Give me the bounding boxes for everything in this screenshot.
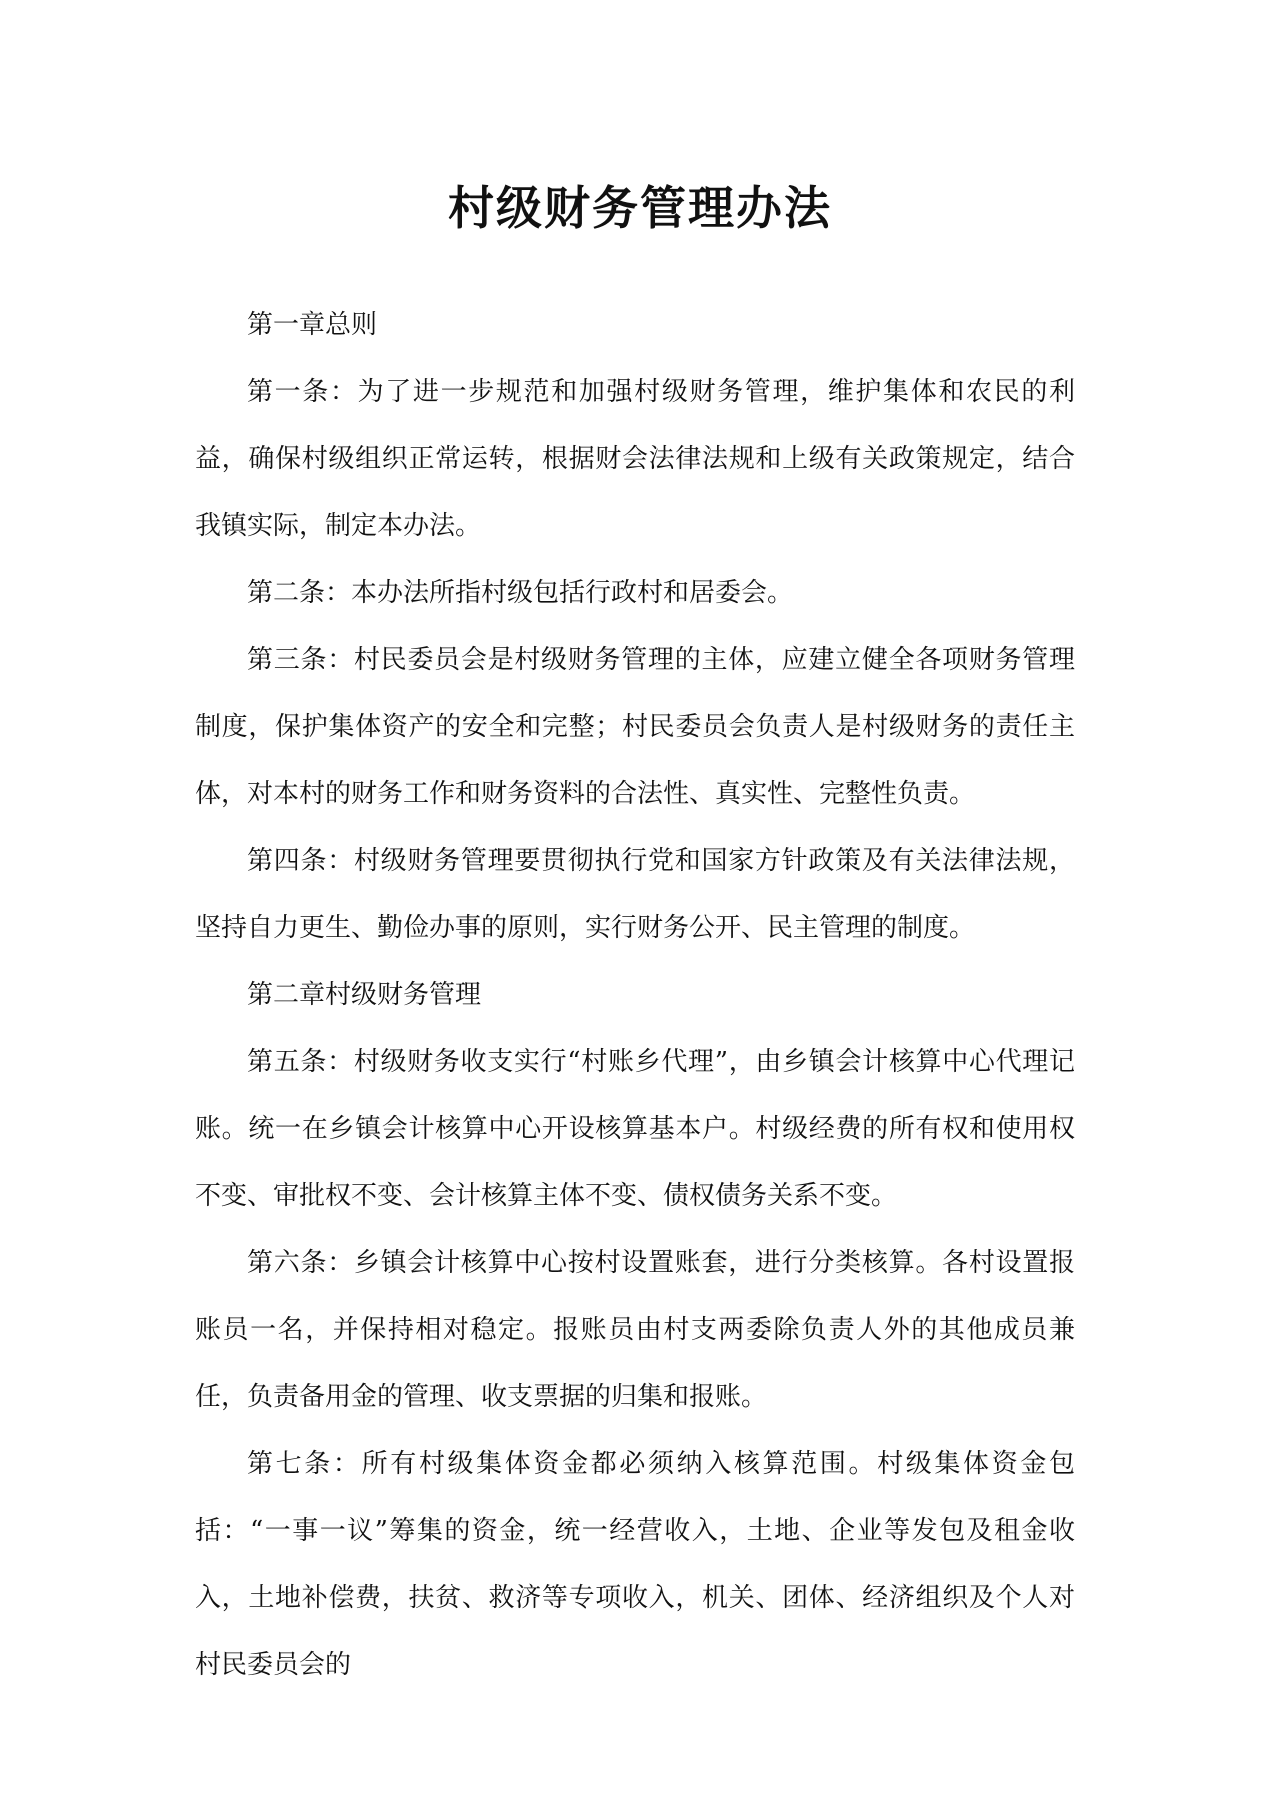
chapter-heading-2: 第二章村级财务管理 [247, 980, 482, 1010]
document-body [195, 292, 1075, 1699]
article-4: 第四条：村级财务管理要贯彻执行党和国家方针政策及有关法律法规，坚持自力更生、勤俭办事的原则，实行财务公开、民主管理的制度。 [195, 846, 1075, 943]
article-5: 第五条：村级财务收支实行“村账乡代理”，由乡镇会计核算中心代理记账。统一在乡镇会计核算中心开设核算基本户。村级经费的所有权和使用权不变、审批权不变、会计核算主体不变、债权债务关系不变。 [195, 1047, 1075, 1211]
article-3: 第三条：村民委员会是村级财务管理的主体，应建立健全各项财务管理制度，保护集体资产的安全和完整；村民委员会负责人是村级财务的责任主体，对本村的财务工作和财务资料的合法性、真实性、完整性负责。 [195, 645, 1075, 809]
article-6: 第六条：乡镇会计核算中心按村设置账套，进行分类核算。各村设置报账员一名，并保持相对稳定。报账员由村支两委除负责人外的其他成员兼任，负责备用金的管理、收支票据的归集和报账。 [195, 1248, 1075, 1412]
article-7: 第七条：所有村级集体资金都必须纳入核算范围。村级集体资金包括：“一事一议”筹集的资金，统一经营收入，土地、企业等发包及租金收入，土地补偿费，扶贫、救济等专项收入，机关、团体、经济组织及个人对村民委员会的 [195, 1449, 1075, 1680]
chapter-heading-1: 第一章总则 [247, 310, 378, 340]
article-2: 第二条：本办法所指村级包括行政村和居委会。 [247, 578, 794, 608]
article-1: 第一条：为了进一步规范和加强村级财务管理，维护集体和农民的利益，确保村级组织正常运转，根据财会法律法规和上级有关政策规定，结合我镇实际，制定本办法。 [195, 377, 1075, 541]
document-title: 村级财务管理办法 [448, 181, 832, 235]
